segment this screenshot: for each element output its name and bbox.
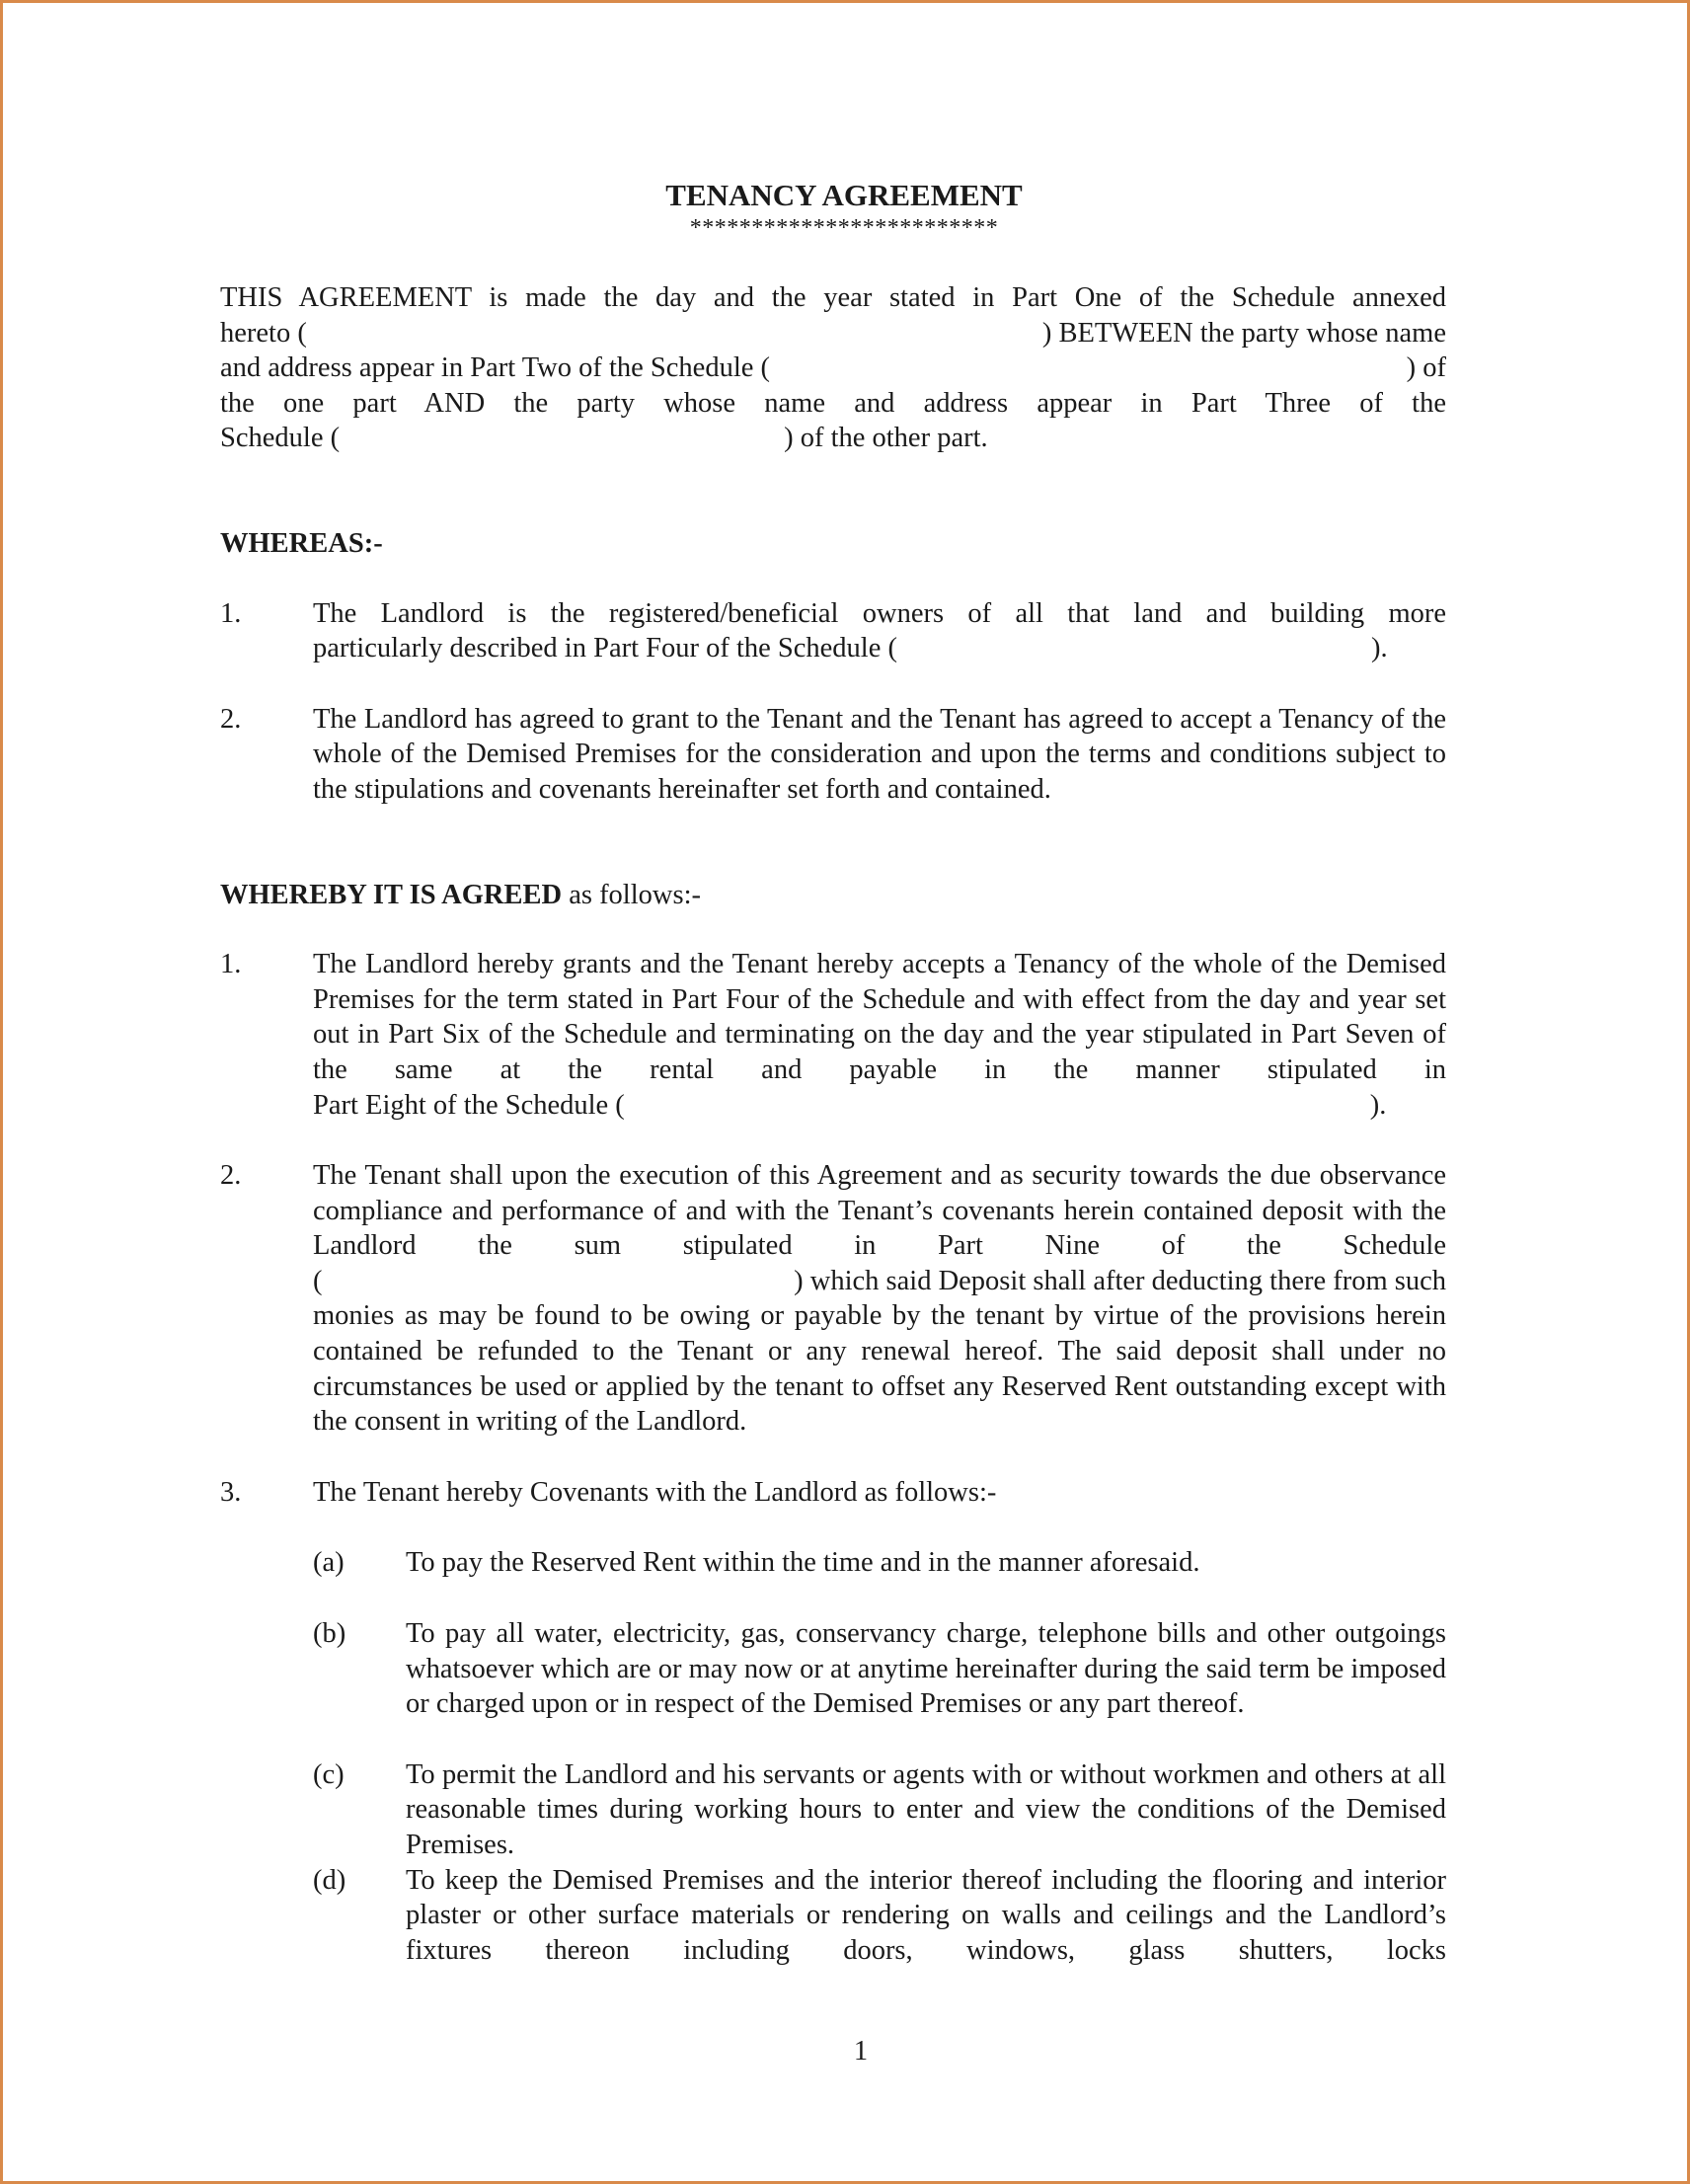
covenant-c-letter: (c) <box>313 1758 345 1790</box>
intro-line-1 <box>220 280 1446 316</box>
whereas-item-1-line-2-end: ). <box>1371 633 1388 664</box>
whereas-item-1-line-2-start: particularly described in Part Four of the Schedule ( <box>313 633 897 664</box>
intro-line-4 <box>220 386 1446 422</box>
whereby-item-2-paren-start: ( <box>313 1265 323 1296</box>
page-number: 1 <box>853 2036 869 2067</box>
document-body <box>220 178 1446 1968</box>
intro-line-3 <box>220 351 1446 386</box>
whereby-item-2-text: The Tenant shall upon the execution of this Agreement and as security towards the due observance compliance and performance of and with the Tenant’s covenants herein contained deposit with the Landlord the sum stipulated in Part Nine of the Schedule <box>313 1160 1446 1262</box>
whereby-heading-rest: as follows:- <box>562 879 701 910</box>
whereby-item-3 <box>220 1475 1446 1511</box>
whereas-item-1 <box>220 596 1446 666</box>
covenant-b-letter: (b) <box>313 1618 346 1650</box>
whereby-heading-bold: WHEREBY IT IS AGREED <box>220 879 563 910</box>
whereas-item-2-text: The Landlord has agreed to grant to the Tenant and the Tenant has agreed to accept a Tenancy of the whole of the Demised Premises for the consideration and upon the terms and conditions subject to the stipulations and covenants hereinafter set forth and contained. <box>313 703 1446 805</box>
whereby-item-1-number: 1. <box>220 949 242 980</box>
covenant-b <box>220 1616 1446 1722</box>
intro-line-5-end: ) of the other part. <box>784 423 988 454</box>
intro-paragraph <box>220 280 1446 456</box>
intro-line-2-end: ) BETWEEN the party whose name <box>1041 317 1446 349</box>
covenant-d-text: To keep the Demised Premises and the interior thereof including the flooring and interior plaster or other surface materials or rendering on walls and ceilings and the Landlord’s fixtures thereon including doors, windows, glass shutters, locks <box>406 1864 1446 1966</box>
whereby-item-2-number: 2. <box>220 1160 242 1192</box>
whereas-item-2-number: 2. <box>220 703 242 735</box>
whereby-item-1 <box>220 947 1446 1123</box>
whereby-heading <box>220 878 1446 913</box>
whereas-heading: WHEREAS:- <box>220 527 383 559</box>
covenant-d <box>220 1863 1446 1969</box>
covenant-c-text: To permit the Landlord and his servants or agents with or without workmen and others at all reasonable times during working hours to enter and view the conditions of the Demised Premises. <box>406 1758 1446 1860</box>
whereby-item-2-paren-line <box>313 1264 1446 1299</box>
whereas-item-1-number: 1. <box>220 597 242 629</box>
intro-line-5 <box>220 421 1446 456</box>
whereby-item-1-last-start: Part Eight of the Schedule ( <box>313 1089 625 1121</box>
whereby-item-2-paren-end: ) which said Deposit shall after deducting there from such <box>794 1265 1446 1296</box>
intro-line-2-start: hereto ( <box>220 317 307 349</box>
covenant-a-letter: (a) <box>313 1547 345 1579</box>
document-title: TENANCY AGREEMENT <box>665 178 1023 212</box>
intro-line-3-start: and address appear in Part Two of the Schedule ( <box>220 352 771 384</box>
whereby-item-1-text: The Landlord hereby grants and the Tenant hereby accepts a Tenancy of the whole of the Demised Premises for the term stated in Part Four of the Schedule and with effect from the day and year set out in Part Six of the Schedule and terminating on the day and the year stipulated in Part Seven of the same at the rental and payable in the manner stipulated in <box>313 949 1446 1085</box>
whereby-item-3-number: 3. <box>220 1476 242 1508</box>
intro-line-4-text: the one part AND the party whose name and address appear in Part Three of the <box>220 387 1446 419</box>
whereby-item-1-last-end: ). <box>1369 1089 1387 1121</box>
whereas-item-2 <box>220 702 1446 808</box>
whereas-item-1-line-1: The Landlord is the registered/beneficial owners of all that land and building more <box>313 597 1446 629</box>
covenant-b-text: To pay all water, electricity, gas, conservancy charge, telephone bills and other outgoings whatsoever which are or may now or at anytime hereinafter during the said term be imposed or charged upon or in respect of the Demised Premises or any part thereof. <box>406 1618 1446 1720</box>
intro-line-1-text: THIS AGREEMENT is made the day and the year stated in Part One of the Schedule annexed <box>220 282 1446 313</box>
whereby-item-2-rest: monies as may be found to be owing or payable by the tenant by virtue of the provisions herein contained be refunded to the Tenant or any renewal hereof. The said deposit shall under no circumstances be used or applied by the tenant to offset any Reserved Rent outstanding except with the consent in writing of the Landlord. <box>313 1300 1446 1438</box>
whereby-item-2 <box>220 1158 1446 1440</box>
whereby-item-3-text: The Tenant hereby Covenants with the Landlord as follows:- <box>313 1476 997 1508</box>
covenant-d-letter: (d) <box>313 1864 346 1896</box>
covenant-a-text: To pay the Reserved Rent within the time and in the manner aforesaid. <box>406 1547 1200 1579</box>
covenant-c <box>220 1757 1446 1863</box>
covenant-a <box>220 1545 1446 1581</box>
intro-line-3-end: ) of <box>1406 352 1446 384</box>
intro-line-2 <box>220 316 1446 351</box>
intro-line-5-start: Schedule ( <box>220 423 341 454</box>
title-underline-stars: ************************* <box>689 215 999 241</box>
